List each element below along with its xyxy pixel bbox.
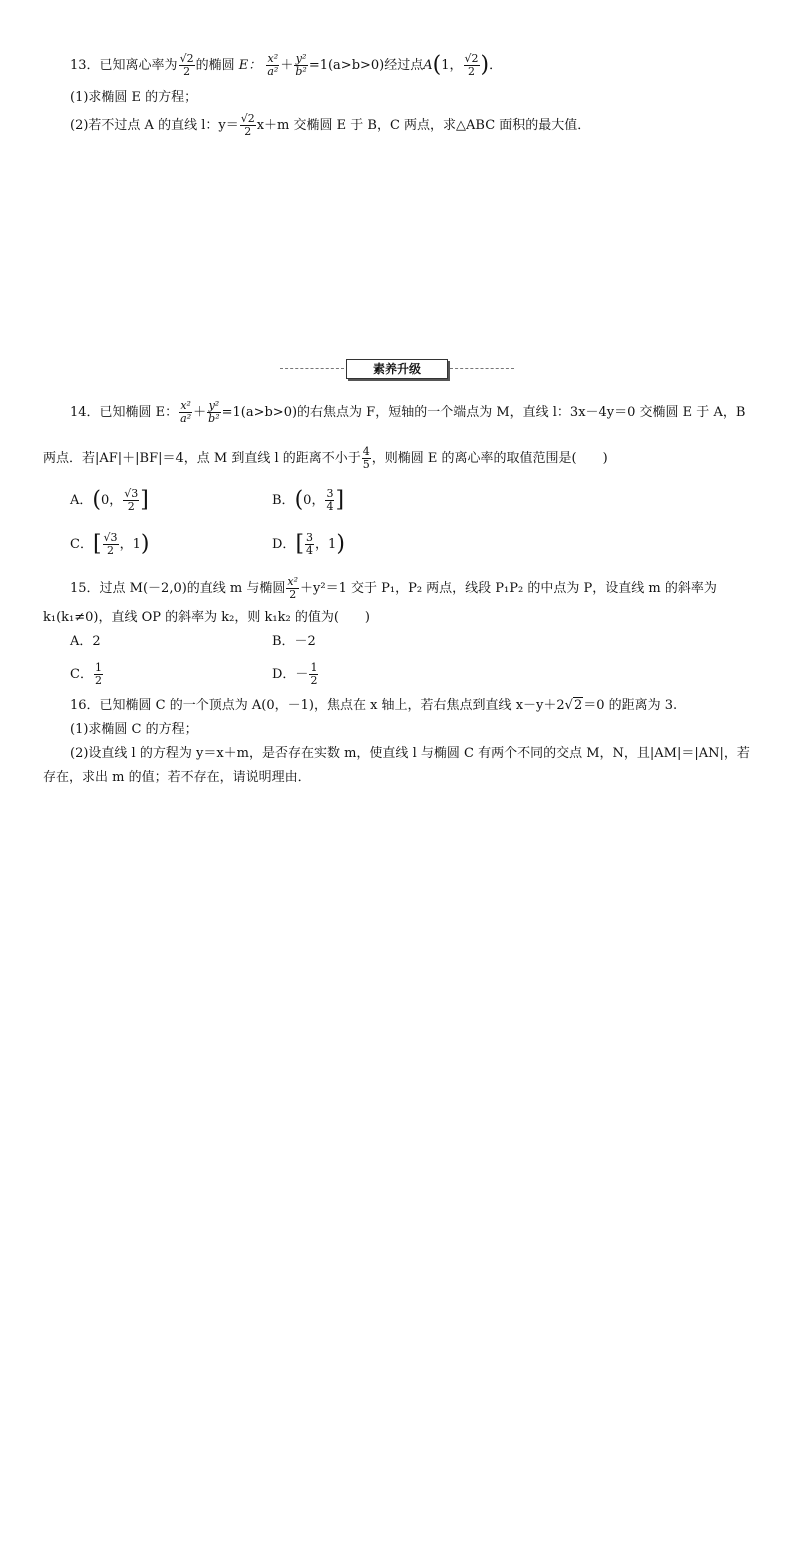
q14-option-c: C．[ $\frac{√3}{2}$ ，1)	[70, 531, 150, 557]
frac-sqrt2-over-2: $\frac{√2}{2}$	[179, 52, 194, 78]
q14-option-b: B．(0， $\frac{3}{4}$ ]	[272, 487, 345, 513]
q16-part2-line1: (2)设直线 l 的方程为 y＝x＋m，是否存在实数 m，使直线 l 与椭圆 C 有两个不同的交点 M，N，且|AM|＝|AN|，若	[70, 746, 750, 761]
q14-option-a: A．(0， $\frac{√3}{2}$ ]	[70, 487, 149, 513]
section-title: 素养升级	[346, 359, 448, 379]
q13-part2: (2)若不过点 A 的直线 l：y＝ $\frac{√2}{2}$ x＋m 交椭圆 E 于 B，C 两点，求△ABC 面积的最大值．	[70, 112, 591, 138]
q15-line2: k₁(k₁≠0)，直线 OP 的斜率为 k₂，则 k₁k₂ 的值为( )	[43, 610, 370, 625]
q16-part1: (1)求椭圆 C 的方程；	[70, 722, 198, 737]
q15-option-a: A．2	[70, 634, 101, 649]
q15-option-b: B．－2	[272, 634, 316, 649]
q14-line1: 14．已知椭圆 E： $\frac{\text{x²}}{\text{a²}}$ ＋ $\frac{\text{y²}}{\text{b²}}$ =1(a>b>0)的右焦点为 F，短轴的一个端点为 M，直线 l：3x－4y＝0 交椭圆 E 于 A，B	[70, 399, 746, 425]
q15-line1: 15．过点 M(－2,0)的直线 m 与椭圆 $\frac{\text{x²}}{2}$ ＋y²＝1 交于 P₁，P₂ 两点，线段 P₁P₂ 的中点为 P，设直线 m 的斜率为	[70, 575, 717, 601]
q13-stem: 13．已知离心率为 $\frac{√2}{2}$ 的椭圆 E： $\frac{\text{x²}}{\text{a²}}$ ＋ $\frac{\text{y²}}{\text{b²}}$ =1(a>b>0)经过点A(1， $\frac{√2}{2}$ )．	[70, 52, 503, 78]
frac-y2-b2: $\frac{\text{y²}}{\text{b²}}$	[295, 52, 307, 78]
q16-line1: 16．已知椭圆 C 的一个顶点为 A(0，－1)，焦点在 x 轴上，若右焦点到直线 x－y＋2√2＝0 的距离为 3.	[70, 698, 678, 713]
section-header	[280, 358, 514, 380]
q13-part1: (1)求椭圆 E 的方程；	[70, 90, 198, 105]
q15-option-d: D．－ $\frac{1}{2}$	[272, 661, 318, 687]
q14-option-d: D．[ $\frac{3}{4}$ ，1)	[272, 531, 345, 557]
q14-line2: 两点．若|AF|＋|BF|＝4，点 M 到直线 l 的距离不小于 $\frac{4}{5}$ ，则椭圆 E 的离心率的取值范围是( )	[43, 445, 608, 471]
frac-x2-a2: $\frac{\text{x²}}{\text{a²}}$	[267, 52, 279, 78]
divider-left	[280, 368, 344, 369]
divider-right	[450, 368, 514, 369]
q15-option-c: C． $\frac{1}{2}$	[70, 661, 102, 687]
q16-part2-line2: 存在，求出 m 的值；若不存在，请说明理由．	[43, 770, 311, 785]
